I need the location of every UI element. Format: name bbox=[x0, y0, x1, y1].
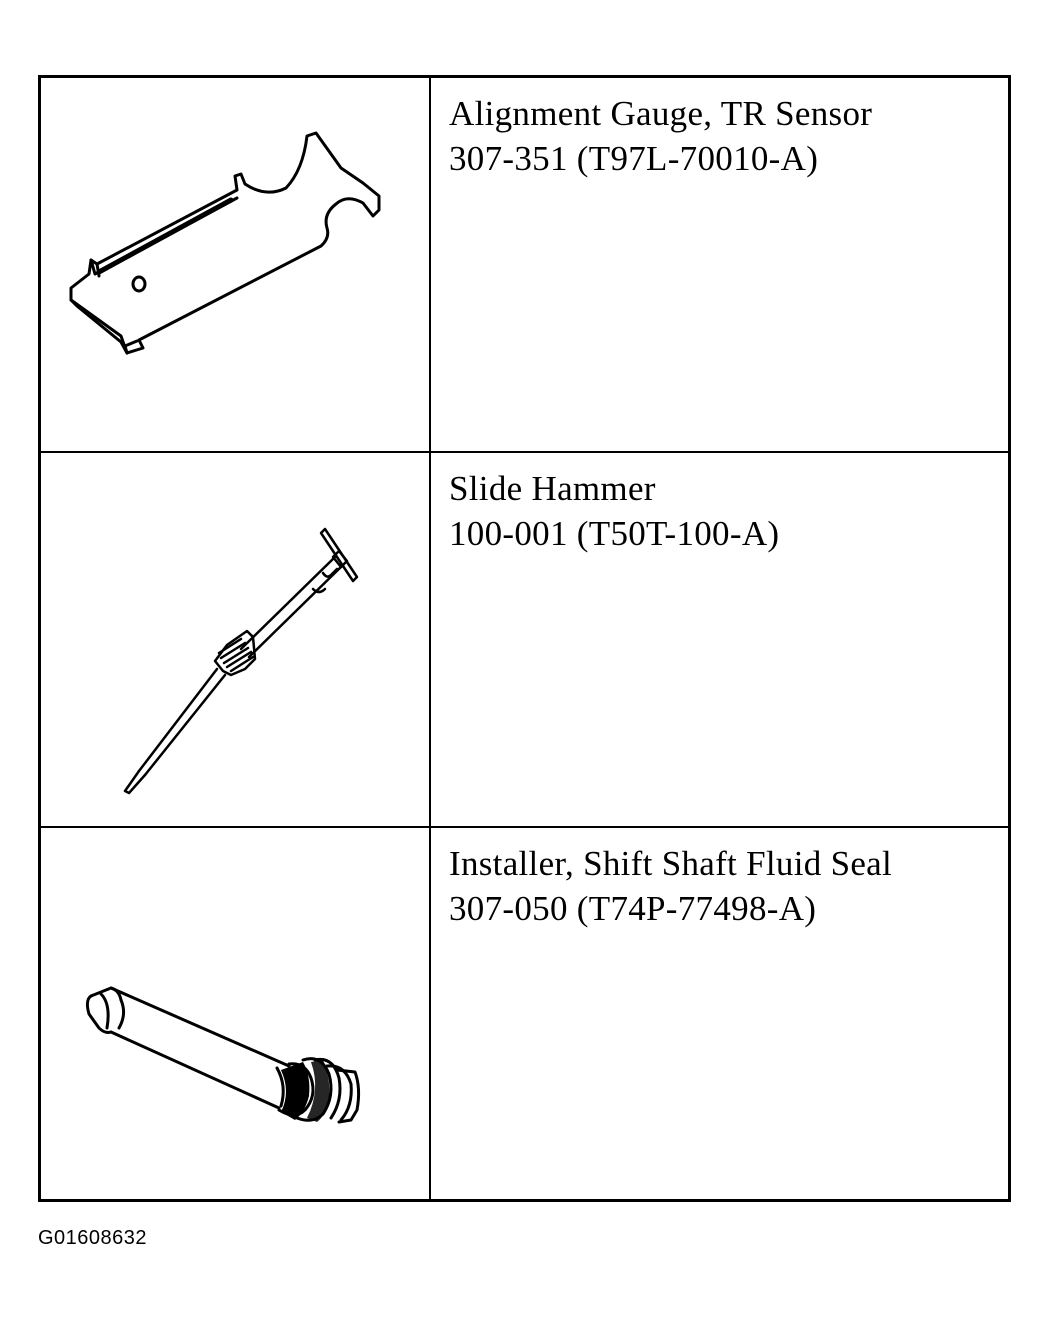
tool-row bbox=[41, 78, 1008, 453]
tool-text-cell bbox=[433, 828, 1008, 1199]
tool-number: 307-351 (T97L-70010-A) bbox=[449, 139, 819, 178]
tool-name: Installer, Shift Shaft Fluid Seal bbox=[449, 844, 893, 883]
figure-id: G01608632 bbox=[38, 1227, 148, 1249]
tool-name: Slide Hammer bbox=[449, 469, 656, 508]
tool-name: Alignment Gauge, TR Sensor bbox=[449, 94, 873, 133]
tool-image-cell bbox=[41, 78, 431, 451]
tool-image-cell bbox=[41, 453, 431, 826]
tool-image-cell bbox=[41, 828, 431, 1199]
tool-row bbox=[41, 453, 1008, 828]
special-tools-table bbox=[38, 75, 1011, 1202]
seal-installer-illustration bbox=[41, 828, 429, 1199]
alignment-gauge-illustration bbox=[41, 78, 429, 453]
tool-number: 100-001 (T50T-100-A) bbox=[449, 514, 780, 553]
tool-number: 307-050 (T74P-77498-A) bbox=[449, 889, 817, 928]
slide-hammer-illustration bbox=[41, 453, 429, 828]
tool-text-cell bbox=[433, 453, 1008, 826]
tool-text-cell bbox=[433, 78, 1008, 451]
tool-row bbox=[41, 828, 1008, 1199]
